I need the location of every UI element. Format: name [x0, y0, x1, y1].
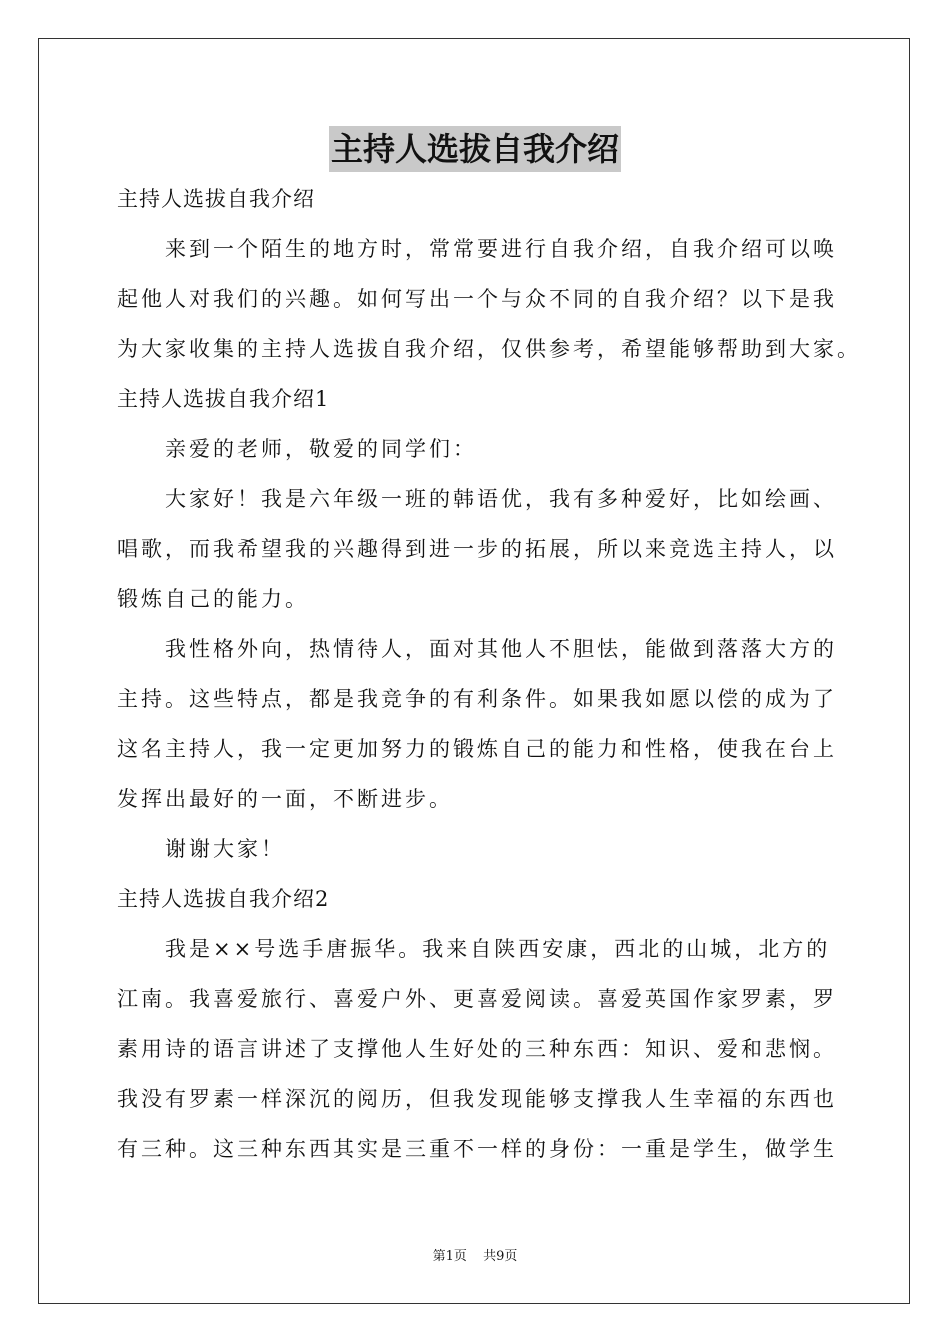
paragraph-line: 发挥出最好的一面，不断进步。: [117, 787, 453, 811]
paragraph-line: 素用诗的语言讲述了支撑他人生好处的三种东西：知识、爱和悲悯。: [117, 1037, 837, 1061]
paragraph-line: 江南。我喜爱旅行、喜爱户外、更喜爱阅读。喜爱英国作家罗素，罗: [117, 987, 837, 1011]
document-body: [117, 174, 861, 1174]
paragraph-line: 这名主持人，我一定更加努力的锻炼自己的能力和性格，使我在台上: [117, 737, 837, 761]
title-container: [0, 126, 950, 172]
paragraph-line: 主持。这些特点，都是我竞争的有利条件。如果我如愿以偿的成为了: [117, 687, 837, 711]
page-footer: [0, 1245, 950, 1264]
document-title: 主持人选拔自我介绍: [329, 126, 621, 172]
paragraph-line: 我没有罗素一样深沉的阅历，但我发现能够支撑我人生幸福的东西也: [117, 1087, 837, 1111]
paragraph-line: 我是××号选手唐振华。我来自陕西安康，西北的山城，北方的: [165, 937, 831, 961]
paragraph-line: 起他人对我们的兴趣。如何写出一个与众不同的自我介绍？以下是我: [117, 287, 837, 311]
paragraph-line: 为大家收集的主持人选拔自我介绍，仅供参考，希望能够帮助到大家。: [117, 337, 861, 361]
paragraph-line: 唱歌，而我希望我的兴趣得到进一步的拓展，所以来竞选主持人，以: [117, 537, 837, 561]
paragraph-line: 有三种。这三种东西其实是三重不一样的身份：一重是学生，做学生: [117, 1137, 837, 1161]
paragraph-line: 谢谢大家！: [165, 837, 285, 861]
paragraph-line: 我性格外向，热情待人，面对其他人不胆怯，能做到落落大方的: [165, 637, 837, 661]
section-heading: 主持人选拔自我介绍2: [117, 887, 330, 911]
paragraph-line: 来到一个陌生的地方时，常常要进行自我介绍，自我介绍可以唤: [165, 237, 837, 261]
paragraph-line: 亲爱的老师，敬爱的同学们：: [165, 437, 477, 461]
section-heading: 主持人选拔自我介绍1: [117, 387, 330, 411]
section-heading: 主持人选拔自我介绍: [117, 187, 315, 211]
page-total: 共9页: [483, 1249, 518, 1264]
paragraph-line: 大家好！我是六年级一班的韩语优，我有多种爱好，比如绘画、: [165, 487, 837, 511]
page-number: 第1页: [432, 1249, 467, 1264]
paragraph-line: 锻炼自己的能力。: [117, 587, 309, 611]
